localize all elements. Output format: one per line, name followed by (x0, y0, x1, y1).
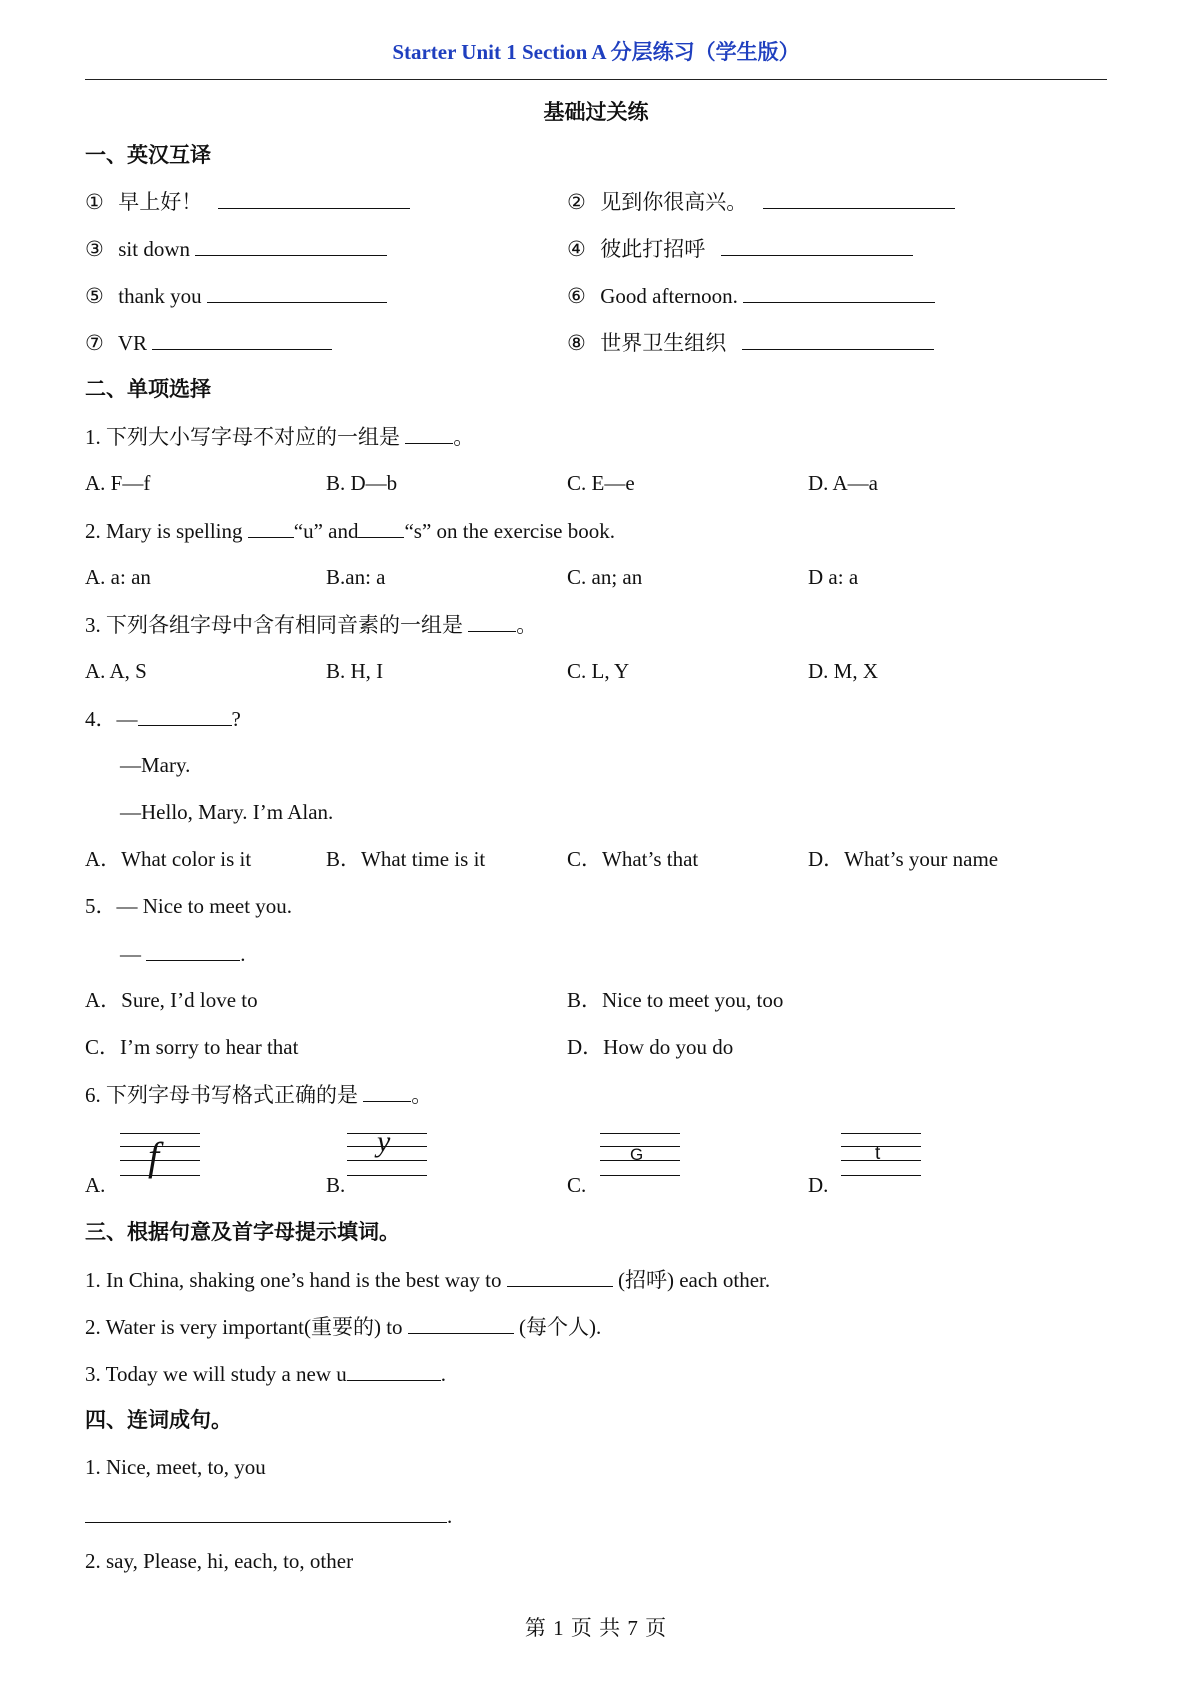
q3-option-c[interactable]: C. L, Y (567, 659, 630, 683)
answer-blank[interactable] (152, 329, 332, 350)
sec4-q2: 2. say, Please, hi, each, to, other (85, 1549, 354, 1573)
q1-option-c[interactable]: C. E—e (567, 471, 635, 495)
q3-option-a[interactable]: A. A, S (85, 659, 147, 683)
q4-stem: 4．— ? (85, 707, 241, 731)
answer-blank[interactable] (743, 282, 935, 303)
q4-option-b[interactable]: B．What time is it (326, 847, 486, 871)
q4-option-c[interactable]: C．What’s that (567, 847, 699, 871)
q6-glyph-a: f (148, 1134, 160, 1179)
q6-option-c-label[interactable]: C. (567, 1173, 587, 1197)
section-subtitle: 基础过关练 (543, 100, 649, 124)
q5-option-c[interactable]: C．I’m sorry to hear that (85, 1035, 299, 1059)
sec1-item-8: ⑧ 世界卫生组织 (567, 329, 934, 356)
sec1-item-1: ① 早上好！ (85, 188, 410, 215)
q6-glyph-b: y (377, 1125, 391, 1158)
q1-option-d[interactable]: D. A—a (808, 471, 878, 495)
q1-option-a[interactable]: A. F—f (85, 471, 151, 495)
q4-option-d[interactable]: D．What’s your name (808, 847, 999, 871)
sec1-item-3: ③ sit down (85, 235, 387, 262)
q5-line-2: — . (120, 942, 246, 966)
q5-option-b[interactable]: B．Nice to meet you, too (567, 988, 784, 1012)
q6-glyph-d: t (875, 1143, 881, 1164)
answer-blank[interactable] (218, 188, 410, 209)
answer-blank[interactable] (248, 517, 294, 538)
q6-option-b-label[interactable]: B. (326, 1173, 346, 1197)
q1-stem: 1. 下列大小写字母不对应的一组是 。 (85, 425, 475, 449)
answer-blank[interactable] (507, 1266, 613, 1287)
answer-blank[interactable] (405, 423, 453, 444)
answer-blank[interactable] (358, 517, 404, 538)
q1-option-b[interactable]: B. D—b (326, 471, 398, 495)
q6-option-d-staff[interactable] (841, 1133, 921, 1179)
answer-blank[interactable] (468, 611, 516, 632)
q2-option-d[interactable]: D a: a (808, 565, 859, 589)
answer-blank[interactable] (408, 1313, 514, 1334)
header-title: Starter Unit 1 Section A 分层练习（学生版） (392, 40, 800, 64)
answer-blank[interactable] (363, 1081, 411, 1102)
sec3-q1: 1. In China, shaking one’s hand is the best way to (招呼) each other. (85, 1268, 771, 1292)
header-rule (85, 79, 1107, 80)
q4-option-a[interactable]: A．What color is it (85, 847, 252, 871)
sec1-item-4: ④ 彼此打招呼 (567, 235, 913, 262)
sec1-item-2: ② 见到你很高兴。 (567, 188, 955, 215)
answer-blank[interactable] (195, 235, 387, 256)
sec4-q1-answer: . (85, 1502, 452, 1529)
answer-blank[interactable] (146, 940, 240, 961)
sec1-item-6: ⑥ Good afternoon. (567, 282, 935, 309)
sec4-q1: 1. Nice, meet, to, you (85, 1455, 266, 1479)
answer-blank[interactable] (207, 282, 387, 303)
q4-line-3: —Hello, Mary. I’m Alan. (120, 800, 334, 824)
sec1-heading: 一、英汉互译 (85, 143, 211, 167)
answer-blank[interactable] (347, 1360, 441, 1381)
page-footer: 第 1 页 共 7 页 (524, 1616, 668, 1640)
sec3-heading: 三、根据句意及首字母提示填词。 (85, 1220, 400, 1244)
answer-blank[interactable] (85, 1502, 447, 1523)
q2-option-c[interactable]: C. an; an (567, 565, 643, 589)
sec3-q2: 2. Water is very important(重要的) to (每个人). (85, 1315, 602, 1339)
q3-stem: 3. 下列各组字母中含有相同音素的一组是 。 (85, 613, 538, 637)
sec1-item-5: ⑤ thank you (85, 282, 387, 309)
q2-option-a[interactable]: A. a: an (85, 565, 151, 589)
sec3-q3: 3. Today we will study a new u . (85, 1362, 447, 1386)
q6-option-b-staff[interactable] (347, 1125, 427, 1179)
q5-option-d[interactable]: D．How do you do (567, 1035, 734, 1059)
q6-glyph-c: G (630, 1145, 644, 1164)
q5-stem: 5．— Nice to meet you. (85, 894, 293, 918)
document-page (85, 0, 1107, 1682)
answer-blank[interactable] (721, 235, 913, 256)
sec2-heading: 二、单项选择 (85, 377, 211, 401)
sec4-heading: 四、连词成句。 (85, 1408, 232, 1432)
q3-option-b[interactable]: B. H, I (326, 659, 384, 683)
q6-stem: 6. 下列字母书写格式正确的是 。 (85, 1083, 433, 1107)
q6-option-c-staff[interactable] (600, 1133, 680, 1179)
answer-blank[interactable] (742, 329, 934, 350)
sec1-item-7: ⑦ VR (85, 329, 332, 356)
q5-option-a[interactable]: A．Sure, I’d love to (85, 988, 258, 1012)
q2-stem: 2. Mary is spelling “u” and “s” on the exercise book. (85, 519, 615, 543)
q6-option-a-label[interactable]: A. (85, 1173, 106, 1197)
q6-option-a-staff[interactable] (120, 1133, 200, 1179)
answer-blank[interactable] (138, 705, 232, 726)
q3-option-d[interactable]: D. M, X (808, 659, 879, 683)
q2-option-b[interactable]: B.an: a (326, 565, 386, 589)
answer-blank[interactable] (763, 188, 955, 209)
q6-option-d-label[interactable]: D. (808, 1173, 829, 1197)
q4-line-2: —Mary. (120, 753, 191, 777)
